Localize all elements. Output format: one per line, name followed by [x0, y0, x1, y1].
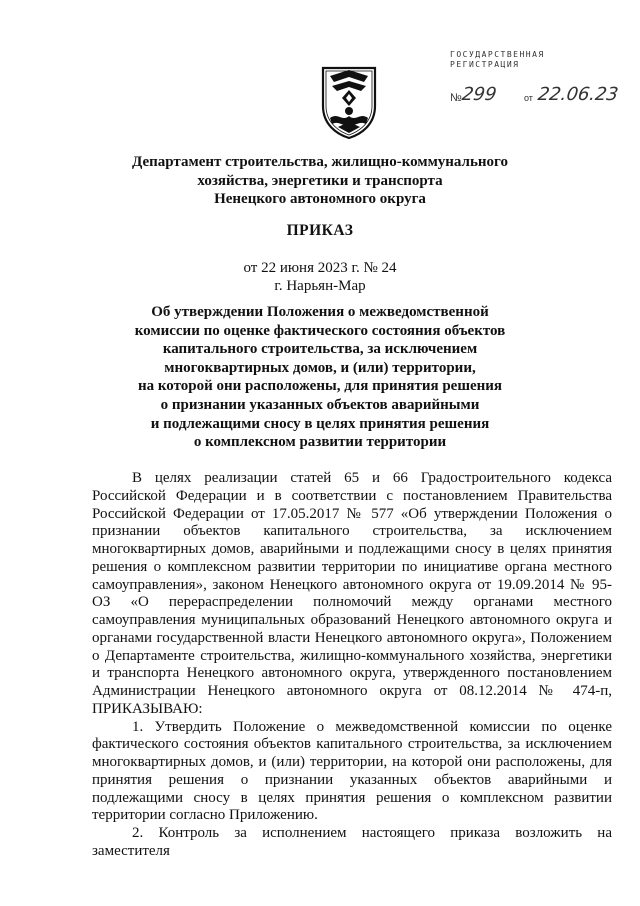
subject-line: о комплексном развитии территории — [193, 434, 447, 451]
document-date-number: от 22 июня 2023 г. № 24 — [243, 260, 397, 276]
body-item-1: 1. Утвердить Положение о межведомственной комиссии по оценке фактического состояния объектов капитального строительства, за исключением многоквартирных домов, и (или) территории, на которой они расположены, для принятия решения о признании указанных объектов аварийными и подлежащими сносу в целях принятия решения о комплексном развитии территории согласно Приложению. — [92, 718, 612, 824]
subject-line: капитального строительства, за исключением — [162, 341, 478, 358]
registration-date: 22.06.23 — [536, 84, 620, 105]
document-type: ПРИКАЗ — [286, 222, 354, 239]
subject-line: на которой они расположены, для принятия решения — [137, 378, 503, 395]
subject-line: Об утверждении Положения о межведомственной — [151, 304, 489, 320]
department-name — [40, 153, 600, 209]
body-item-2: 2. Контроль за исполнением настоящего приказа возложить на заместителя — [92, 825, 612, 859]
subject-line: и подлежащими сносу в целях принятия решения — [150, 415, 490, 432]
subject-line: многоквартирных домов, и (или) территории, — [164, 359, 476, 376]
subject-line: комиссии по оценке фактического состояния объектов — [134, 322, 506, 339]
registration-stamp — [450, 50, 620, 108]
department-name-line: Департамент строительства, жилищно-коммунального — [131, 154, 508, 170]
registration-number-sign: № — [450, 92, 462, 104]
coat-of-arms-icon — [320, 66, 378, 140]
department-name-line: хозяйства, энергетики и транспорта — [197, 172, 443, 189]
document-subject — [40, 303, 600, 452]
document-body — [92, 470, 612, 861]
department-name-line: Ненецкого автономного округа — [214, 191, 426, 207]
registration-from-label: от — [524, 93, 533, 103]
document-city: г. Нарьян-Мар — [274, 278, 366, 294]
registration-stamp-line2: РЕГИСТРАЦИЯ — [450, 60, 520, 69]
registration-number: 299 — [460, 84, 498, 105]
registration-stamp-line1: ГОСУДАРСТВЕННАЯ — [450, 50, 545, 59]
document-date-block — [40, 259, 600, 295]
subject-line: о признании указанных объектов аварийными — [160, 396, 480, 413]
body-preamble: В целях реализации статей 65 и 66 Градостроительного кодекса Российской Федерации и в соответствии с постановлением Правительства Российской Федерации от 17.05.2017 № 577 «Об утверждении Положения о признании объектов капитального строительства, за исключением многоквартирных домов, аварийными и подлежащими сносу в целях принятия решения о комплексном развитии территории по инициативе органа местного самоуправления», законом Ненецкого автономного округа от 19.09.2014 № 95-ОЗ «О перераспределении полномочий между органами местного самоуправления муниципальных образований Ненецкого автономного округа и органами государственной власти Ненецкого автономного округа», Положением о Департаменте строительства, жилищно-коммунального хозяйства, энергетики и транспорта Ненецкого автономного округа, утвержденного постановлением Администрации Ненецкого автономного округа от 08.12.2014 № 474-п, ПРИКАЗЫВАЮ: — [92, 470, 612, 717]
